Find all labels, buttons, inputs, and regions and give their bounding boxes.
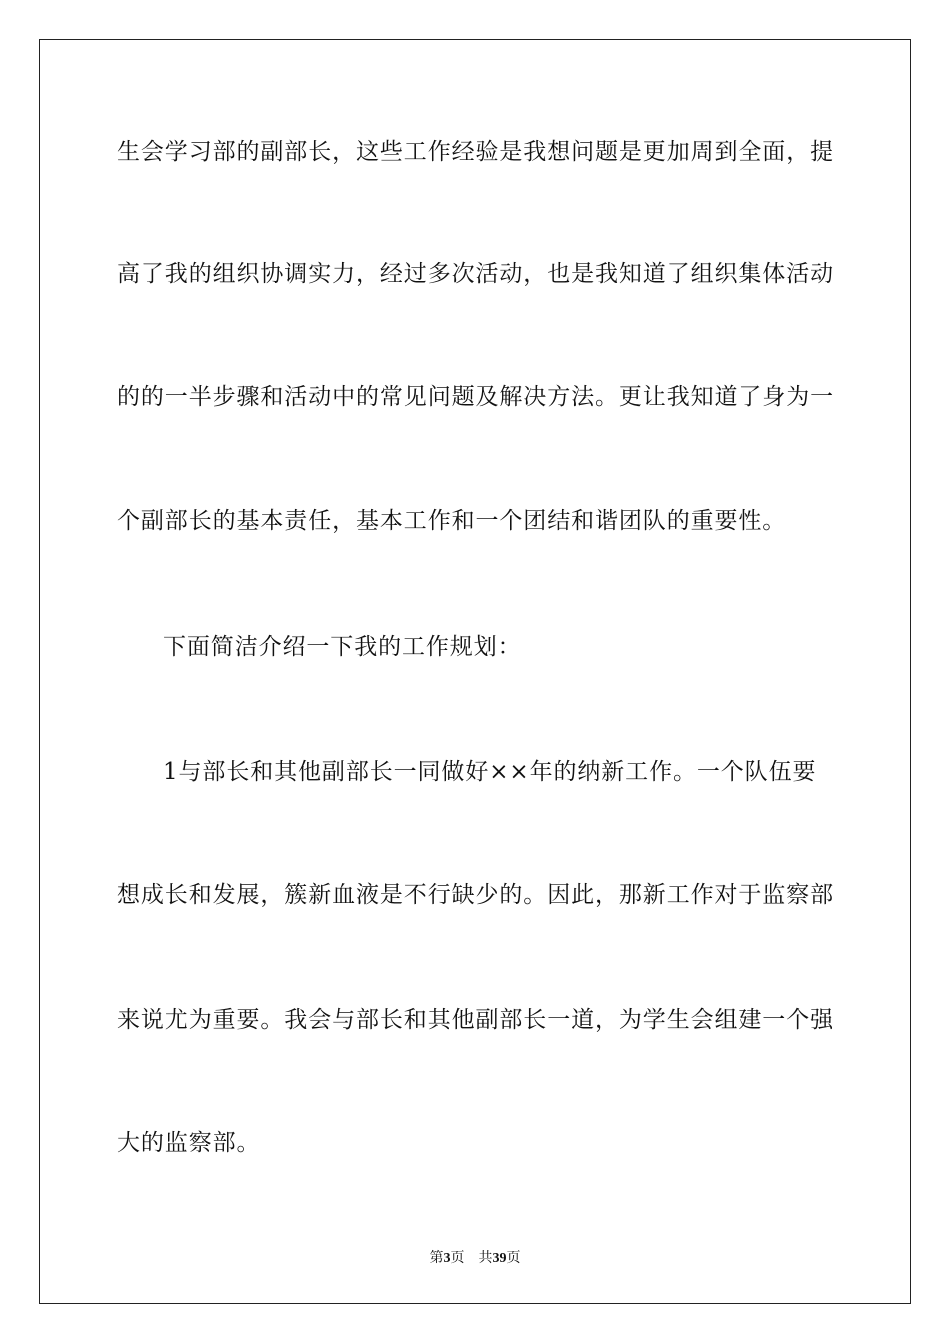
- paragraph-line: 生会学习部的副部长，这些工作经验是我想问题是更加周到全面，提: [117, 139, 834, 165]
- paragraph-line: 高了我的组织协调实力，经过多次活动，也是我知道了组织集体活动: [117, 261, 834, 287]
- total-suffix: 页: [506, 1250, 521, 1266]
- paragraph-line-indented: 下面简洁介绍一下我的工作规划：: [163, 634, 522, 660]
- total-prefix: 共: [478, 1250, 493, 1266]
- page-suffix: 页: [450, 1250, 465, 1266]
- paragraph-line: 个副部长的基本责任，基本工作和一个团结和谐团队的重要性。: [117, 508, 787, 534]
- page-prefix: 第: [429, 1250, 444, 1266]
- paragraph-line-indented: 1与部长和其他副部长一同做好××年的纳新工作。一个队伍要: [163, 759, 817, 785]
- total-pages: 39: [492, 1251, 507, 1266]
- paragraph-line: 想成长和发展，簇新血液是不行缺少的。因此，那新工作对于监察部: [117, 882, 834, 908]
- page-border: [39, 39, 911, 1304]
- page-footer: [0, 1247, 950, 1267]
- paragraph-line: 的的一半步骤和活动中的常见问题及解决方法。更让我知道了身为一: [117, 384, 834, 410]
- paragraph-line: 来说尤为重要。我会与部长和其他副部长一道，为学生会组建一个强: [117, 1007, 834, 1033]
- paragraph-line: 大的监察部。: [117, 1130, 261, 1156]
- page-number: 3: [443, 1251, 451, 1266]
